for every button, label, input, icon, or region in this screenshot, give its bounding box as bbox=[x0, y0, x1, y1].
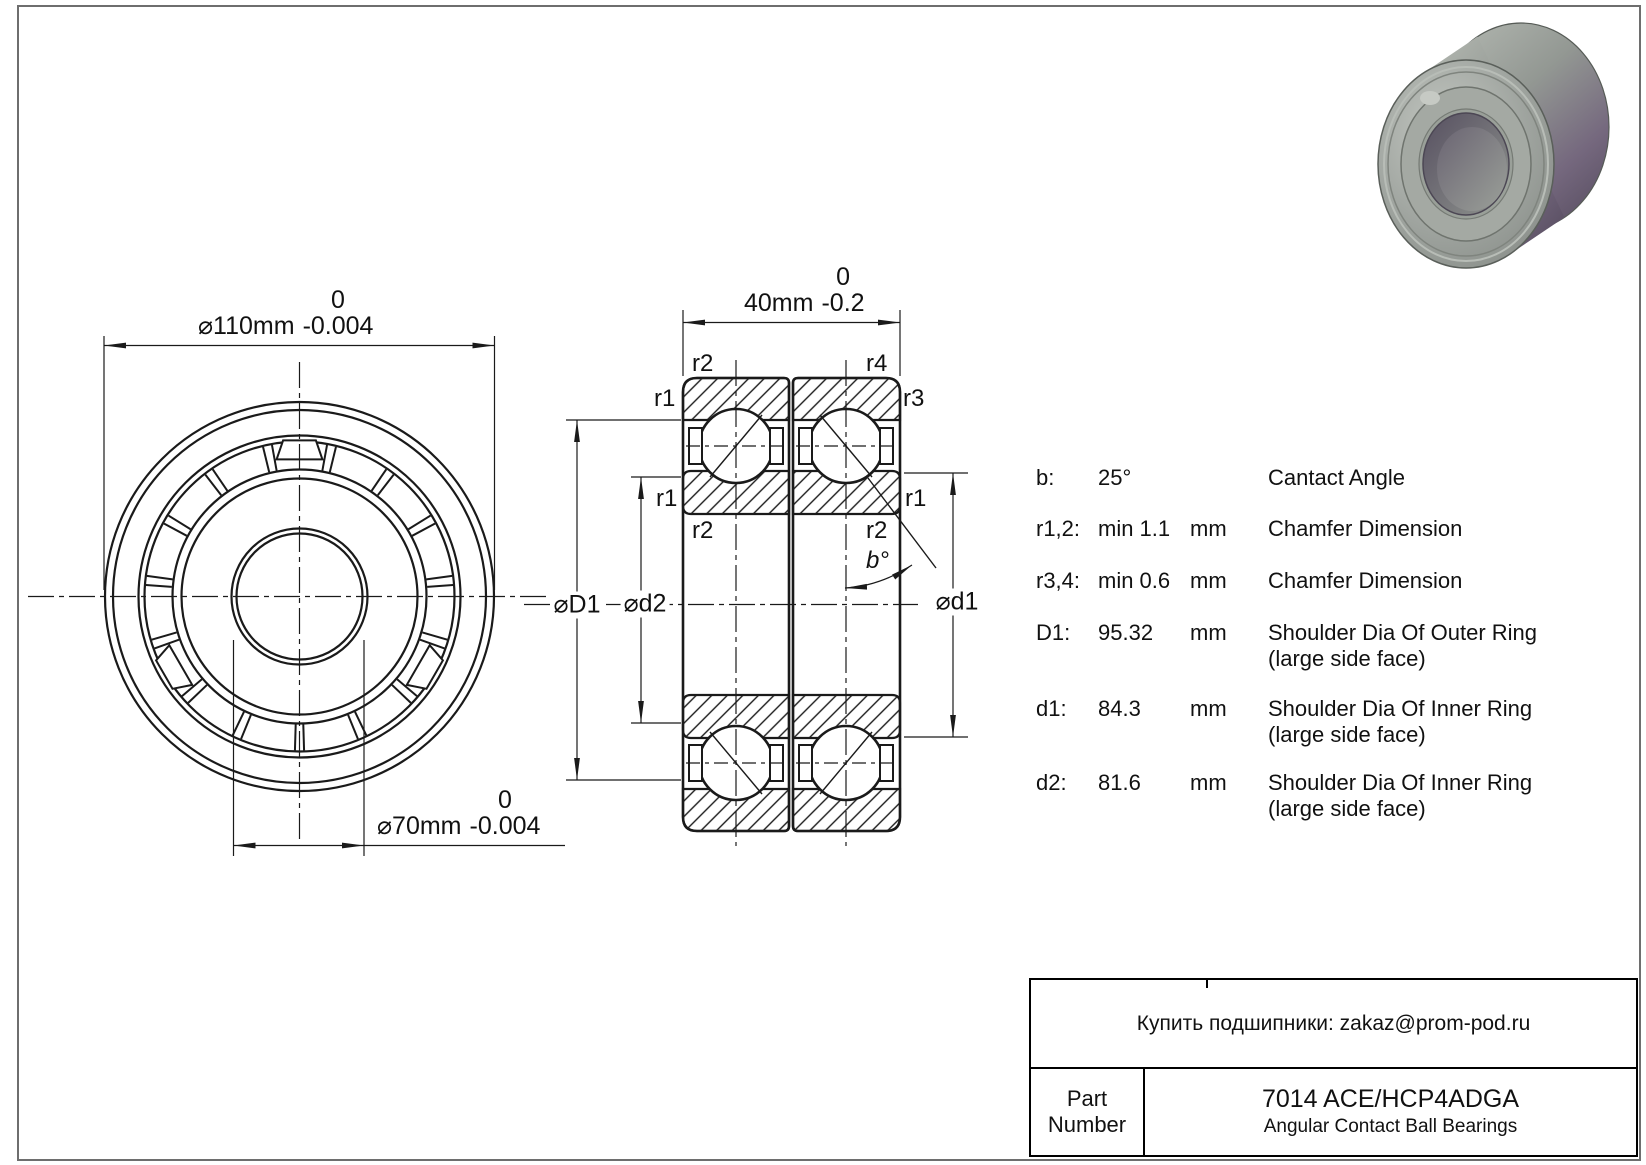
spec-key: d2: bbox=[1036, 770, 1067, 795]
label-r2-bore-left: r2 bbox=[692, 517, 714, 544]
spec-value: 95.32 bbox=[1098, 620, 1154, 645]
title-block-tick bbox=[1206, 980, 1208, 988]
spec-key: d1: bbox=[1036, 696, 1067, 721]
part-label-line2: Number bbox=[1047, 1112, 1127, 1137]
contact-email-text: Купить подшипники: zakaz@prom-pod.ru bbox=[1136, 1011, 1531, 1035]
spec-desc: Shoulder Dia Of Inner Ring bbox=[1268, 770, 1533, 795]
label-r4-top-right: r4 bbox=[866, 350, 888, 377]
od-dim-tol-upper: 0 bbox=[331, 286, 345, 314]
width-dim-tol-upper: 0 bbox=[836, 263, 850, 291]
label-r2-top-left: r2 bbox=[692, 350, 714, 377]
bearing-category: Angular Contact Ball Bearings bbox=[1263, 1116, 1518, 1137]
spec-key: D1: bbox=[1036, 620, 1071, 645]
spec-desc: Shoulder Dia Of Inner Ring bbox=[1268, 696, 1533, 721]
width-dim-value: 40mm bbox=[744, 289, 814, 318]
title-block bbox=[1029, 978, 1638, 1157]
spec-unit: mm bbox=[1190, 620, 1227, 645]
label-dia-D1: ⌀D1 bbox=[550, 592, 603, 619]
contact-row bbox=[1031, 980, 1636, 1069]
front-view-centerlines bbox=[28, 362, 570, 840]
spec-desc2: (large side face) bbox=[1268, 722, 1426, 747]
spec-value: min 1.1 bbox=[1098, 516, 1171, 541]
spec-desc2: (large side face) bbox=[1268, 646, 1426, 671]
spec-value: 25° bbox=[1098, 465, 1132, 490]
spec-desc: Cantact Angle bbox=[1268, 465, 1405, 490]
spec-unit: mm bbox=[1190, 516, 1227, 541]
spec-key: r1,2: bbox=[1036, 516, 1081, 541]
spec-desc: Shoulder Dia Of Outer Ring bbox=[1268, 620, 1538, 645]
spec-value: 84.3 bbox=[1098, 696, 1141, 721]
width-dimension-label bbox=[744, 264, 865, 317]
width-dim-tol-lower: -0.2 bbox=[821, 289, 865, 318]
section-view bbox=[524, 310, 968, 846]
spec-desc2: (large side face) bbox=[1268, 796, 1426, 821]
spec-unit: mm bbox=[1190, 696, 1227, 721]
od-dim-tol-lower: -0.004 bbox=[302, 312, 374, 341]
part-number-value-cell bbox=[1145, 1069, 1636, 1155]
bore-dimension-label bbox=[377, 787, 540, 840]
spec-desc: Chamfer Dimension bbox=[1268, 568, 1463, 593]
bearing-3d-image bbox=[1378, 23, 1609, 268]
label-contact-angle: b° bbox=[866, 547, 889, 574]
label-dia-d1: ⌀d1 bbox=[933, 589, 982, 616]
part-label-line1: Part bbox=[1066, 1086, 1108, 1111]
label-r1-inner-right: r1 bbox=[905, 485, 927, 512]
part-number-header-cell bbox=[1031, 1069, 1145, 1155]
label-dia-d2: ⌀d2 bbox=[621, 591, 670, 618]
spec-key: r3,4: bbox=[1036, 568, 1081, 593]
bore-dim-tol-lower: -0.004 bbox=[469, 812, 541, 841]
label-r1-outer-left: r1 bbox=[654, 385, 676, 412]
label-r3-outer-right: r3 bbox=[903, 385, 925, 412]
label-r2-bore-right: r2 bbox=[866, 517, 888, 544]
spec-unit: mm bbox=[1190, 770, 1227, 795]
bore-dim-value: ⌀70mm bbox=[377, 812, 462, 841]
spec-value: 81.6 bbox=[1098, 770, 1141, 795]
od-dim-value: ⌀110mm bbox=[198, 312, 295, 341]
bore-dim-tol-upper: 0 bbox=[498, 786, 512, 814]
spec-key: b: bbox=[1036, 465, 1055, 490]
od-dimension-label bbox=[198, 287, 373, 340]
label-r1-inner-left: r1 bbox=[656, 485, 678, 512]
part-number-value: 7014 ACE/HCP4ADGA bbox=[1261, 1085, 1520, 1113]
part-number-row bbox=[1031, 1069, 1636, 1155]
spec-value: min 0.6 bbox=[1098, 568, 1171, 593]
spec-desc: Chamfer Dimension bbox=[1268, 516, 1463, 541]
spec-unit: mm bbox=[1190, 568, 1227, 593]
